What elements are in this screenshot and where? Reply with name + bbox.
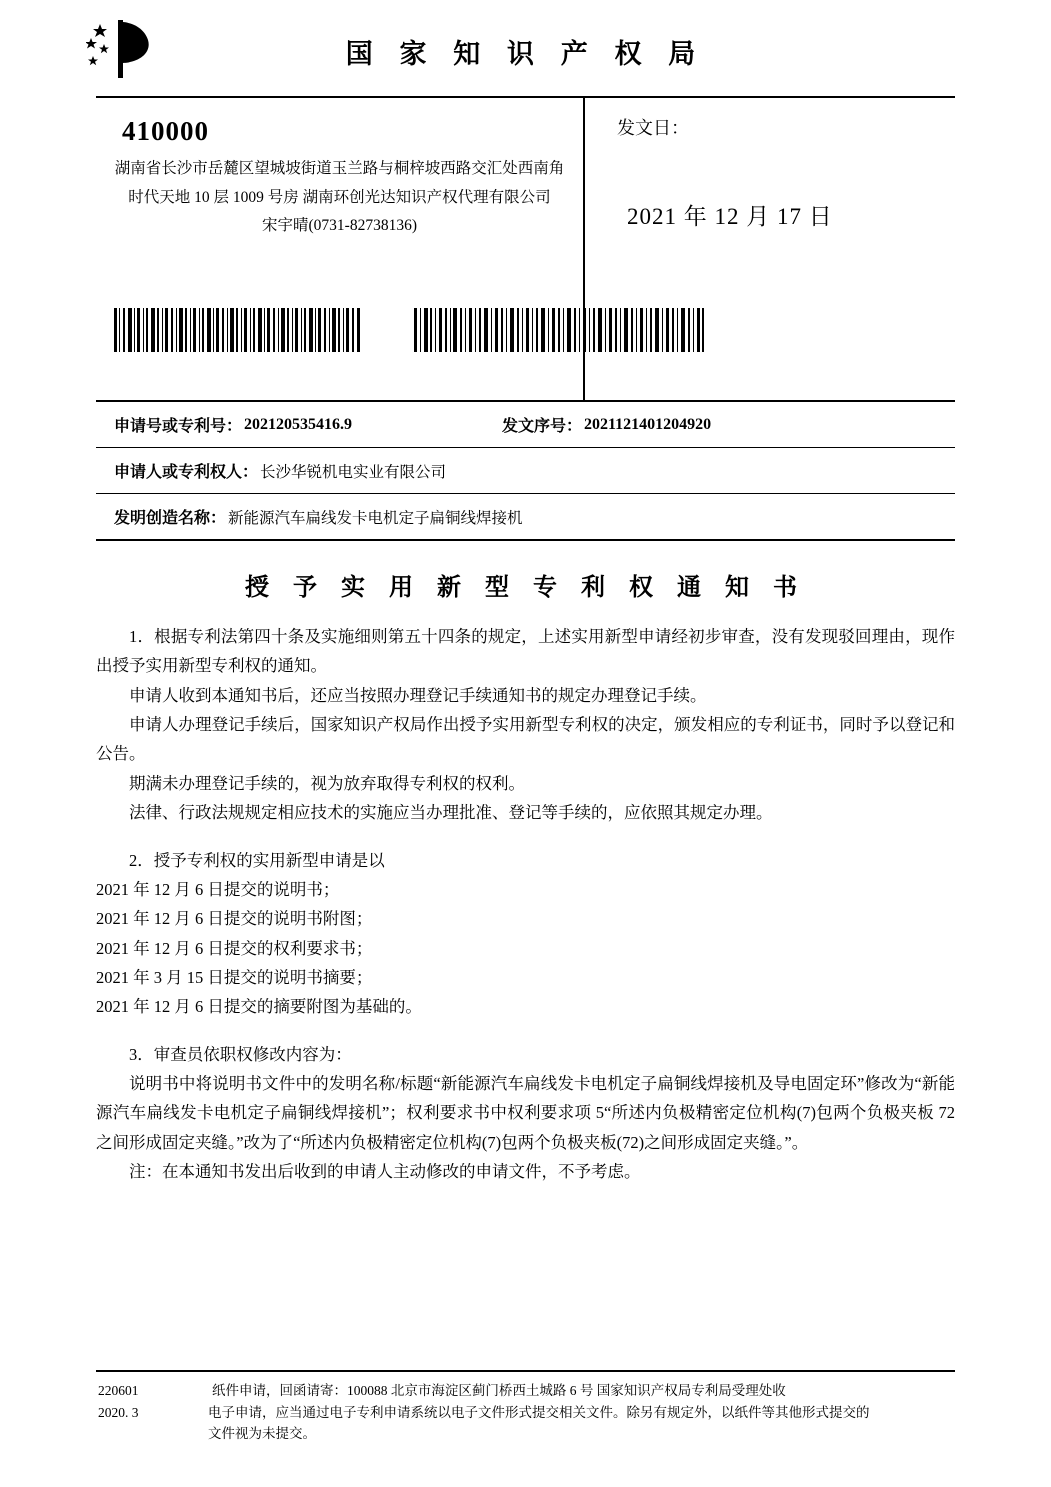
document-body bbox=[96, 622, 955, 1186]
section3-body: 说明书中将说明书文件中的发明名称/标题“新能源汽车扁线发卡电机定子扁铜线焊接机及导电固定环”修改为“新能源汽车扁线发卡电机定子扁铜线焊接机”；权利要求书中权利要求项 5“所述内负极精密定位机构(7)包两个负极夹板 72 之间形成固定夹缝。”改为了“所述内负极精密定位机构(7)包两个负极夹板(72)之间形成固定夹缝。”。 bbox=[96, 1074, 955, 1152]
issue-date-block bbox=[583, 98, 955, 400]
applicant-value: 长沙华锐机电实业有限公司 bbox=[260, 463, 447, 481]
footer-form-code bbox=[98, 1380, 208, 1445]
applicant-label: 申请人或专利权人： bbox=[114, 464, 259, 481]
invention-value: 新能源汽车扁线发卡电机定子扁铜线焊接机 bbox=[228, 509, 523, 527]
form-date: 2020. 3 bbox=[98, 1404, 139, 1420]
application-number-value: 202120535416.9 bbox=[244, 415, 353, 433]
section1-paragraph-3: 申请人办理登记手续后，国家知识产权局作出授予实用新型专利权的决定，颁发相应的专利证书，同时予以登记和公告。 bbox=[96, 715, 955, 764]
applicant-row bbox=[96, 448, 955, 493]
field-divider-3 bbox=[96, 539, 955, 541]
issue-date-value: 2021 年 12 月 17 日 bbox=[627, 204, 833, 229]
office-title: 国 家 知 识 产 权 局 bbox=[345, 39, 706, 69]
serial-number-label: 发文序号： bbox=[502, 418, 583, 435]
address-left bbox=[96, 98, 583, 400]
serial-number-value: 2021121401204920 bbox=[584, 415, 712, 433]
spacer bbox=[96, 1022, 955, 1040]
document-header bbox=[96, 0, 955, 96]
form-code: 220601 bbox=[98, 1383, 139, 1399]
footer-line-2: 电子申请，应当通过电子专利申请系统以电子文件形式提交相关文件。除另有规定外，以纸件等其他形式提交的 bbox=[208, 1404, 870, 1420]
invention-label: 发明创造名称： bbox=[114, 510, 227, 527]
footer-content bbox=[96, 1380, 955, 1445]
spacer bbox=[96, 828, 955, 846]
address-line-3: 宋宇晴(0731-82738136) bbox=[262, 217, 417, 235]
section2-item-1: 2021 年 12 月 6 日提交的说明书； bbox=[96, 879, 340, 899]
address-line-1: 湖南省长沙市岳麓区望城坡街道玉兰路与桐梓坡西路交汇处西南角 bbox=[114, 160, 565, 177]
footer-line-3: 文件视为未提交。 bbox=[208, 1426, 316, 1442]
application-number-row bbox=[96, 402, 955, 447]
footer-note bbox=[208, 1380, 955, 1445]
postcode: 410000 bbox=[122, 116, 209, 146]
footer-divider bbox=[96, 1370, 955, 1372]
address-line-2: 时代天地 10 层 1009 号房 湖南环创光达知识产权代理有限公司 bbox=[128, 188, 551, 206]
section3-intro: 3．审查员依职权修改内容为： bbox=[129, 1044, 352, 1064]
section2-item-4: 2021 年 3 月 15 日提交的说明书摘要； bbox=[96, 967, 373, 987]
footer-line-1: 纸件申请，回函请寄：100088 北京市海淀区蓟门桥西土城路 6 号 国家知识产权局专利局受理处收 bbox=[212, 1383, 786, 1399]
section2-intro: 2．授予专利权的实用新型申请是以 bbox=[129, 850, 385, 870]
section1-paragraph-5: 法律、行政法规规定相应技术的实施应当办理批准、登记等手续的，应依照其规定办理。 bbox=[129, 803, 773, 823]
section1-paragraph-2: 申请人收到本通知书后，还应当按照办理登记手续通知书的规定办理登记手续。 bbox=[129, 685, 707, 705]
section2-item-3: 2021 年 12 月 6 日提交的权利要求书； bbox=[96, 938, 373, 958]
national-emblem-icon bbox=[86, 18, 158, 80]
section3-note: 注：在本通知书发出后收到的申请人主动修改的申请文件，不予考虑。 bbox=[129, 1162, 641, 1182]
recipient-address bbox=[96, 155, 583, 241]
section2-item-5: 2021 年 12 月 6 日提交的摘要附图为基础的。 bbox=[96, 997, 422, 1017]
page-title: 授 予 实 用 新 型 专 利 权 通 知 书 bbox=[245, 575, 806, 601]
section1-paragraph-4: 期满未办理登记手续的，视为放弃取得专利权的权利。 bbox=[129, 773, 525, 793]
barcode-row bbox=[114, 308, 660, 352]
address-block bbox=[96, 98, 955, 400]
section2-item-2: 2021 年 12 月 6 日提交的说明书附图； bbox=[96, 909, 373, 929]
barcode-icon bbox=[114, 308, 360, 352]
issue-date-label: 发文日： bbox=[617, 118, 689, 138]
document-footer bbox=[96, 1370, 955, 1445]
application-number-label: 申请号或专利号： bbox=[114, 418, 243, 435]
invention-row bbox=[96, 494, 955, 539]
section1-paragraph-1: 1．根据专利法第四十条及实施细则第五十四条的规定，上述实用新型申请经初步审查，没有发现驳回理由，现作出授予实用新型专利权的通知。 bbox=[96, 627, 955, 676]
